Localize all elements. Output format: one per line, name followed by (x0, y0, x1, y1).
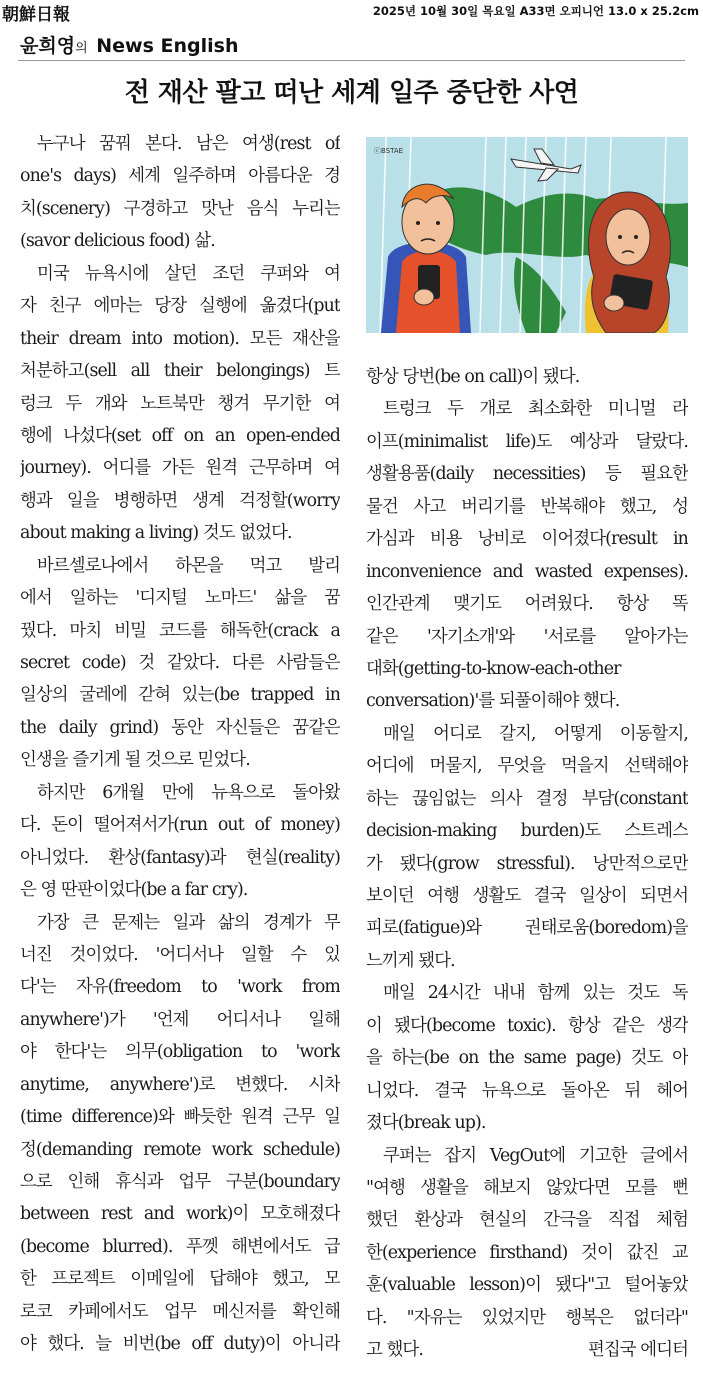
column-particle: 의 (75, 41, 88, 56)
text-line: 인생을 즐기게 될 것으로 믿었다. (20, 750, 250, 771)
closing-line (366, 1334, 688, 1366)
text-line: 이 됐다(become toxic). 항상 같은 생각 (366, 1015, 688, 1036)
text-line: between rest and work)이 모호해졌다 (20, 1204, 340, 1225)
text-line: 이프(minimalist life)도 예상과 달랐다. (366, 431, 688, 452)
text-line: journey). 어디를 가든 원격 근무하며 여 (20, 458, 340, 479)
text-line: 가장 큰 문제는 일과 삶의 경계가 무 (37, 912, 340, 933)
text-line: 꿨다. 마치 비밀 코드를 해독한(crack a (20, 620, 340, 641)
text-line: 다. "자유는 있었지만 행복은 없더라" (366, 1307, 688, 1328)
text-line: 가 됐다(grow stressful). 낭만적으로만 (366, 853, 688, 874)
text-line: conversation)'를 되풀이해야 했다. (366, 691, 620, 712)
column-title: News English (96, 35, 239, 57)
text-line: 트렁크 두 개로 최소화한 미니멀 라 (383, 399, 688, 420)
text-line: 치(scenery) 구경하고 맛난 음식 누리는 (20, 198, 340, 219)
text-line: 아니었다. 환상(fantasy)과 현실(reality) (20, 847, 340, 868)
text-line: 에서 일하는 '디지털 노마드' 삶을 꿈 (20, 588, 340, 609)
masthead (0, 0, 703, 24)
right-column (366, 361, 688, 1367)
text-line: inconvenience and wasted expenses). (366, 561, 688, 582)
column-name (20, 31, 238, 58)
text-line: their dream into motion). 모든 재산을 (20, 328, 340, 349)
text-line: the daily grind) 동안 자신들은 꿈같은 (20, 717, 340, 738)
text-line: 렁크 두 개와 노트북만 챙겨 무기한 여 (20, 393, 340, 414)
text-line: 대화(getting-to-know-each-other (366, 658, 621, 679)
text-line: 너진 것이었다. '어디서나 일할 수 있 (20, 944, 340, 965)
article-illustration (366, 137, 688, 333)
text-line: 정(demanding remote work schedule) (20, 1139, 340, 1160)
text-line: anywhere')가 '언제 어디서나 일해 (20, 1009, 340, 1030)
text-line: secret code) 것 같았다. 다른 사람들은 (20, 653, 340, 673)
text-line: 어디에 머물지, 무엇을 먹을지 선택해야 (366, 756, 688, 777)
text-line: 은 영 딴판이었다(be a far cry). (20, 880, 248, 901)
text-line: decision-making burden)도 스트레스 (366, 821, 688, 842)
text-line: 한 프로젝트 이메일에 답해야 했고, 모 (20, 1269, 340, 1290)
text-line: 가심과 비용 낭비로 이어졌다(result in (366, 529, 688, 550)
text-line: 다. 돈이 떨어져서가(run out of money) (20, 815, 340, 836)
text-line: 누구나 꿈꿔 본다. 남은 여생(rest of (37, 134, 340, 154)
text-line: 자 친구 에마는 당장 실행에 옮겼다(put (20, 296, 340, 317)
text-line: (savor delicious food) 삶. (20, 231, 215, 252)
newspaper-logo: 朝鮮日報 (2, 5, 70, 25)
header-rule (18, 60, 685, 61)
text-line: about making a living) 것도 없었다. (20, 523, 292, 544)
text-line: 미국 뉴욕시에 살던 조던 쿠퍼와 여 (37, 263, 340, 284)
text-line: 하지만 6개월 만에 뉴욕으로 돌아왔 (37, 782, 340, 803)
text-line: (become blurred). 푸껫 해변에서도 급 (20, 1236, 340, 1257)
text-line: 매일 어디로 갈지, 어떻게 이동할지, (383, 723, 688, 744)
text-line: 보이던 여행 생활도 결국 일상이 되면서 (366, 886, 688, 906)
text-line: 하는 끊임없는 의사 결정 부담(constant (366, 788, 688, 809)
woman-figure (585, 192, 671, 333)
text-line: 야 한다'는 의무(obligation to 'work (20, 1042, 340, 1063)
text-line: 같은 '자기소개'와 '서로를 알아가는 (366, 626, 688, 647)
article-headline: 전 재산 팔고 떠난 세계 일주 중단한 사연 (124, 78, 579, 108)
closing-text: 고 했다. (366, 1340, 423, 1361)
text-line: 느끼게 됐다. (366, 950, 455, 971)
text-line: 매일 24시간 내내 함께 있는 것도 독 (383, 983, 688, 1004)
text-line: 을 하는(be on the same page) 것도 아 (366, 1048, 688, 1069)
text-line: 했던 환상과 현실의 간극을 직접 체험 (366, 1210, 688, 1231)
text-line: one's days) 세계 일주하며 아름다운 경 (20, 166, 340, 187)
left-column (20, 128, 340, 1361)
text-line: (time difference)와 빠듯한 원격 근무 일 (20, 1107, 340, 1128)
text-line: anytime, anywhere')로 변했다. 시차 (20, 1074, 340, 1095)
issue-info: 2025년 10월 30일 목요일 A33면 오피니언 13.0 x 25.2cm (372, 4, 699, 18)
illustration-credit: ⓒBSTAE (374, 147, 404, 155)
text-line: 다'는 자유(freedom to 'work from (20, 977, 340, 998)
text-line: 처분하고(sell all their belongings) 트 (20, 361, 340, 382)
text-line: 피로(fatigue)와 권태로움(boredom)을 (366, 918, 688, 939)
text-line: "여행 생활을 해보지 않았다면 모를 뻔 (366, 1177, 688, 1198)
text-line: 니었다. 결국 뉴욕으로 돌아온 뒤 헤어 (366, 1080, 688, 1101)
column-author: 윤희영 (20, 35, 76, 57)
text-line: 항상 당번(be on call)이 됐다. (366, 367, 580, 387)
text-line: 쿠퍼는 잡지 VegOut에 기고한 글에서 (383, 1145, 688, 1166)
text-line: 야 했다. 늘 비번(be off duty)이 아니라 (20, 1334, 340, 1355)
text-line: 물건 사고 버리기를 반복해야 했고, 성 (366, 496, 688, 517)
text-line: 졌다(break up). (366, 1113, 486, 1134)
text-line: 한(experience firsthand) 것이 값진 교 (366, 1242, 688, 1263)
text-line: 바르셀로나에서 하몬을 먹고 발리 (37, 555, 340, 576)
text-line: 생활용품(daily necessities) 등 필요한 (366, 464, 688, 485)
text-line: 로코 카페에서도 업무 메신저를 확인해 (20, 1301, 340, 1322)
text-line: 훈(valuable lesson)이 됐다"고 털어놓았 (366, 1275, 688, 1296)
text-line: 일상의 굴레에 갇혀 있는(be trapped in (20, 685, 340, 706)
byline: 편집국 에디터 (587, 1340, 688, 1361)
text-line: 인간관계 맺기도 어려웠다. 항상 똑 (366, 594, 688, 615)
text-line: 행에 나섰다(set off on an open-ended (20, 425, 340, 446)
text-line: 으로 인해 휴식과 업무 구분(boundary (20, 1172, 340, 1192)
text-line: 행과 일을 병행하면 생계 걱정할(worry (20, 490, 340, 511)
